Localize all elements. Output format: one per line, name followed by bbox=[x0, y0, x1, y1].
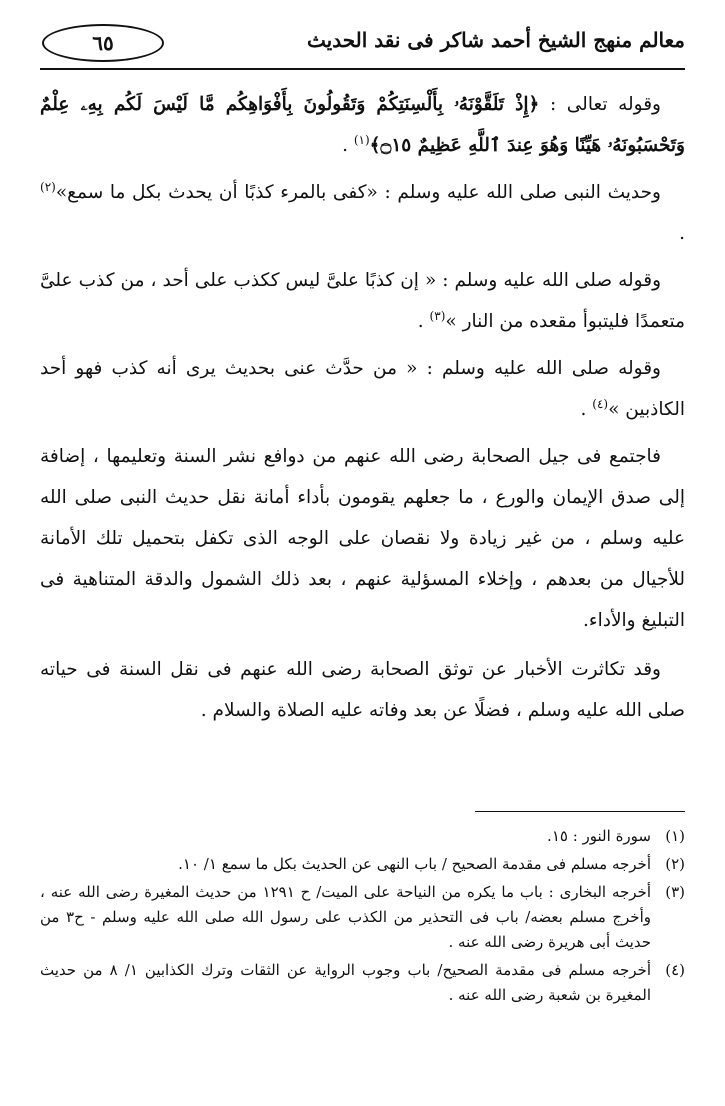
paragraph-hadith-1 bbox=[40, 172, 685, 254]
footnotes bbox=[40, 811, 685, 1011]
footnote-text: أخرجه البخارى : باب ما يكره من النياحة على الميت/ ح ١٢٩١ من حديث المغيرة رضى الله عنه ، وأخرج مسلم بعضه/ باب فى التحذير من الكذب على رسول الله صلى الله عليه وسلم - ح٣ من حديث أبى هريرة رضى الله عنه . bbox=[40, 883, 651, 951]
footnote-item bbox=[40, 958, 685, 1008]
quran-verse: ﴿إِذْ تَلَقَّوْنَهُۥ بِأَلْسِنَتِكُمْ وَتَقُولُونَ بِأَفْوَاهِكُم مَّا لَيْسَ لَكُم بِهِۦ عِلْمٌ وَتَحْسَبُونَهُۥ هَيِّنًا وَهُوَ عِندَ ٱللَّهِ عَظِيمٌ ۝١٥﴾ bbox=[40, 94, 685, 156]
main-text bbox=[40, 84, 685, 731]
page-header bbox=[40, 16, 685, 70]
paragraph-hadith-2 bbox=[40, 260, 685, 342]
paragraph-end: . bbox=[679, 223, 685, 244]
paragraph-quran-verse bbox=[40, 84, 685, 166]
paragraph-end: . bbox=[417, 311, 430, 332]
footnote-text: أخرجه مسلم فى مقدمة الصحيح / باب النهى عن الحديث بكل ما سمع ١/ ١٠. bbox=[178, 855, 651, 873]
page-number: ٦٥ bbox=[42, 24, 164, 62]
footnote-ref-4: (٤) bbox=[592, 396, 609, 411]
footnote-number: (١) bbox=[665, 827, 685, 845]
footnote-separator bbox=[475, 811, 685, 812]
footnote-number: (٤) bbox=[665, 961, 685, 979]
paragraph-companions: فاجتمع فى جيل الصحابة رضى الله عنهم من دوافع نشر السنة وتعليمها ، إضافة إلى صدق الإيمان والورع ، ما جعلهم يقومون بأداء أمانة نقل حديث النبى صلى الله عليه وسلم ، من غير زيادة ولا نقصان على الوجه الذى تكفل بتحميل تلك الأمانة للأجيال من بعدهم ، وإخلاء المسؤلية عنهم ، بعد ذلك الشمول والدقة المتناهية فى التبليغ والأداء. bbox=[40, 446, 685, 631]
footnote-ref-3: (٣) bbox=[429, 308, 446, 323]
paragraph-lead: وقوله تعالى : bbox=[539, 94, 661, 115]
footnote-item bbox=[40, 880, 685, 955]
footnote-number: (٣) bbox=[665, 883, 685, 901]
paragraph-reports: وقد تكاثرت الأخبار عن توثق الصحابة رضى الله عنهم فى نقل السنة فى حياته صلى الله عليه وسلم ، فضلًا عن بعد وفاته عليه الصلاة والسلام . bbox=[40, 659, 685, 721]
footnote-ref-2: (٢) bbox=[40, 179, 56, 194]
footnote-number: (٢) bbox=[665, 855, 685, 873]
footnote-item bbox=[40, 824, 685, 849]
book-page bbox=[40, 16, 685, 1090]
footnote-text: أخرجه مسلم فى مقدمة الصحيح/ باب وجوب الرواية عن الثقات وترك الكذابين ١/ ٨ من حديث المغيرة بن شعبة رضى الله عنه . bbox=[40, 961, 651, 1004]
footnote-item bbox=[40, 852, 685, 877]
running-title: معالم منهج الشيخ أحمد شاكر فى نقد الحديث bbox=[307, 28, 685, 52]
hadith-text: وقوله صلى الله عليه وسلم : « إن كذبًا علىَّ ليس ككذب على أحد ، من كذب علىَّ متعمدًا فليتبوأ مقعده من النار » bbox=[40, 270, 685, 332]
hadith-text: وقوله صلى الله عليه وسلم : « من حدَّث عنى بحديث يرى أنه كذب فهو أحد الكاذبين » bbox=[40, 358, 685, 420]
paragraph-end: . bbox=[342, 135, 354, 156]
hadith-text: وحديث النبى صلى الله عليه وسلم : «كفى بالمرء كذبًا أن يحدث بكل ما سمع» bbox=[55, 182, 661, 203]
paragraph-hadith-3 bbox=[40, 348, 685, 430]
footnote-text: سورة النور : ١٥. bbox=[547, 827, 651, 845]
paragraph-end: . bbox=[580, 399, 593, 420]
footnote-ref-1: (١) bbox=[353, 132, 370, 147]
